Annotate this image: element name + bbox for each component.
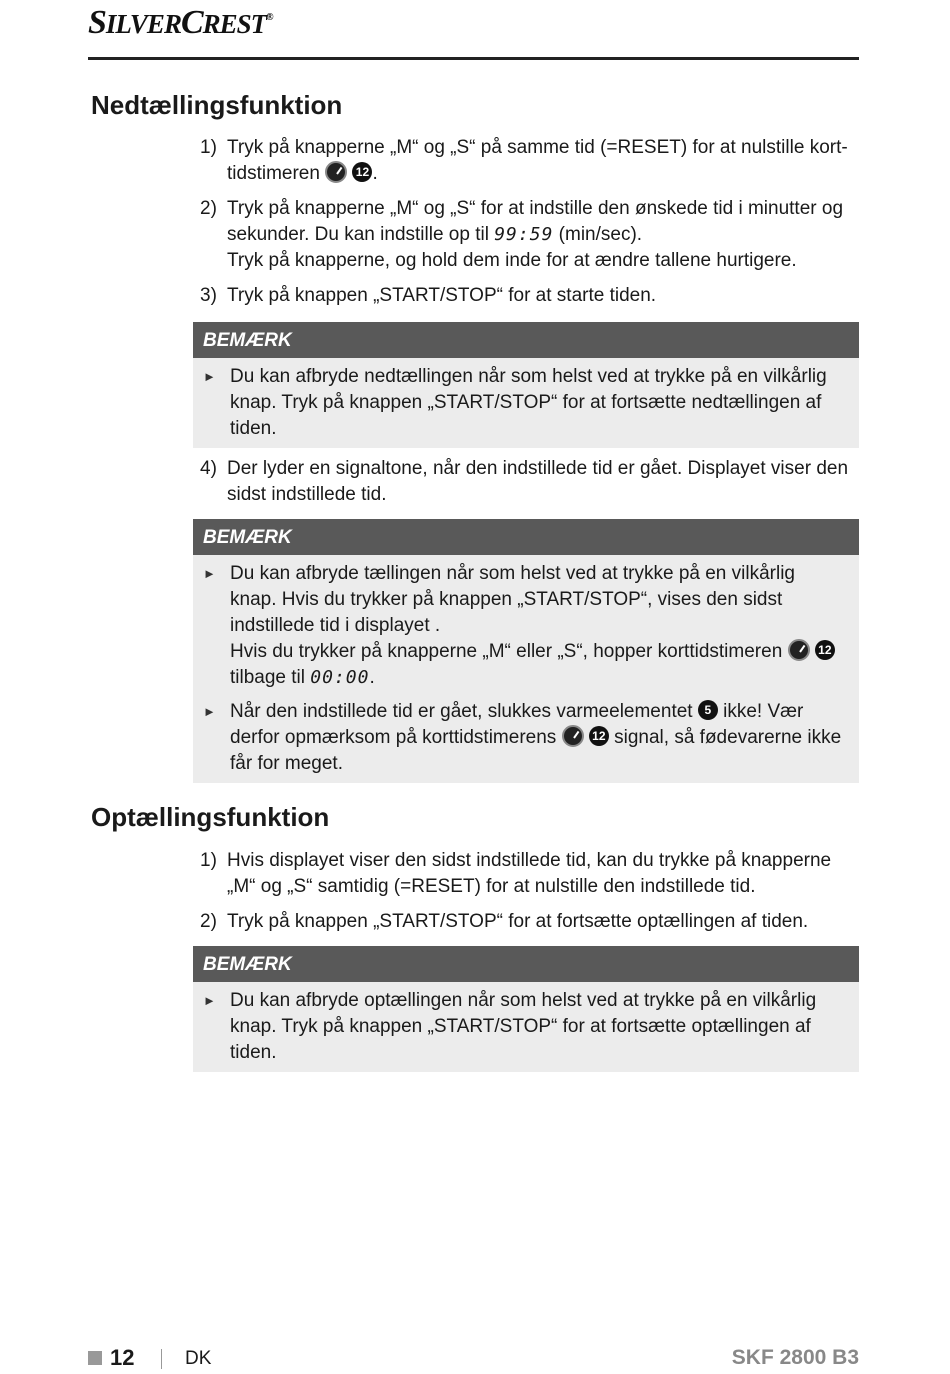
ref-number-icon: 12	[352, 162, 372, 182]
step-1: 1) Hvis displayet viser den sidst indstillede tid, kan du trykke på knapperne „M“ og „S“ samtidig (=RESET) for at nulstille den indstillede tid.	[200, 850, 832, 897]
ref-number-icon: 12	[815, 640, 835, 660]
step-1: 1) Tryk på knapperne „M“ og „S“ på samme tid (=RESET) for at nulstille kort-tidstimeren 12 .	[200, 137, 848, 184]
note-box-3	[193, 946, 859, 1072]
brand-logo: SILVERCREST®	[88, 4, 273, 41]
ref-number-icon: 5	[698, 700, 718, 720]
countdown-steps	[200, 135, 860, 318]
note-box-1	[193, 322, 859, 448]
countup-steps	[200, 848, 860, 944]
registered-mark: ®	[266, 12, 273, 23]
section-title-countup: Optællingsfunktion	[91, 802, 330, 832]
model-number: SKF 2800 B3	[731, 1346, 859, 1369]
step-2: 2) Tryk på knappen „START/STOP“ for at fortsætte optællingen af tiden.	[200, 911, 809, 932]
step-3: 3) Tryk på knappen „START/STOP“ for at starte tiden.	[200, 285, 657, 306]
timer-knob-icon	[562, 725, 584, 747]
triangle-bullet-icon: ►	[203, 704, 216, 719]
note-bullet: ► Du kan afbryde tællingen når som helst ved at trykke på en vilkårlig knap. Hvis du trykker på knappen „START/STOP“, vises den sidst indstillede tid i displayet . Hvis du trykker på knapperne „M“ eller „S“, hopper korttidstimeren 12 tilbage til 00:00.	[203, 561, 845, 691]
note-heading: BEMÆRK	[193, 322, 859, 358]
triangle-bullet-icon: ►	[203, 369, 216, 384]
triangle-bullet-icon: ►	[203, 993, 216, 1008]
footer-square-icon	[88, 1351, 102, 1365]
lcd-value: 99:59	[494, 224, 554, 245]
note-box-2	[193, 519, 859, 783]
note-heading: BEMÆRK	[193, 946, 859, 982]
ref-number-icon: 12	[589, 726, 609, 746]
note-bullet: ► Du kan afbryde nedtællingen når som helst ved at trykke på en vilkårlig knap. Tryk på knappen „START/STOP“ for at fortsætte nedtællingen af tiden.	[203, 366, 827, 439]
countdown-step-4	[200, 456, 860, 517]
footer-divider	[161, 1349, 162, 1369]
timer-knob-icon	[788, 639, 810, 661]
timer-knob-icon	[325, 161, 347, 183]
note-heading: BEMÆRK	[193, 519, 859, 555]
section-title-countdown: Nedtællingsfunktion	[91, 90, 343, 120]
language-code: DK	[185, 1348, 212, 1369]
lcd-value: 00:00	[310, 667, 370, 688]
page-number: 12	[110, 1345, 135, 1370]
step-4: 4) Der lyder en signaltone, når den indstillede tid er gået. Displayet viser den sidst indstillede tid.	[200, 458, 849, 505]
header-rule	[88, 57, 859, 60]
note-bullet: ► Når den indstillede tid er gået, slukkes varmeelementet 5 ikke! Vær derfor opmærksom på korttidstimerens 12 signal, så fødevarerne ikke får for meget.	[203, 701, 842, 774]
triangle-bullet-icon: ►	[203, 566, 216, 581]
note-bullet: ► Du kan afbryde optællingen når som helst ved at trykke på en vilkårlig knap. Tryk på knappen „START/STOP“ for at fortsætte optællingen af tiden.	[203, 990, 817, 1063]
step-2: 2) Tryk på knapperne „M“ og „S“ for at indstille den ønskede tid i minutter og sekunder. Du kan indstille op til 99:59 (min/sec). Tryk på knapperne, og hold dem inde for at ændre tallene hurtigere.	[200, 198, 844, 271]
